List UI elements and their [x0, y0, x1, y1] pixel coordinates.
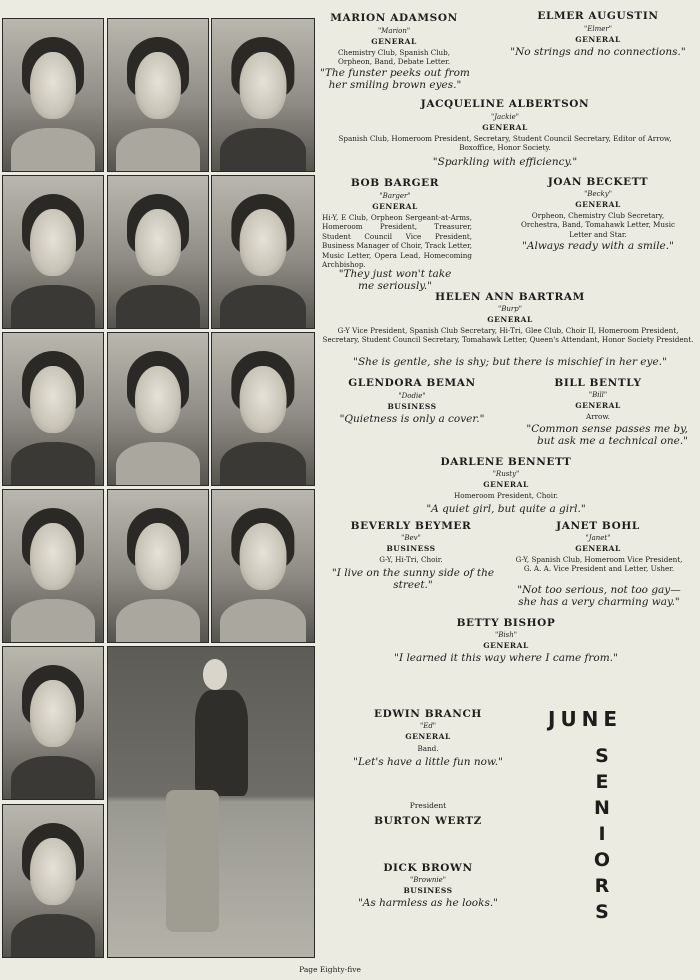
senior-name: BEVERLY BEYMER	[350, 520, 472, 532]
president-label: President	[409, 801, 447, 810]
senior-name: BOB BARGER	[350, 177, 440, 189]
portrait-darlene-bennett	[107, 332, 209, 486]
senior-nickname: "Janet"	[585, 534, 611, 542]
portrait-jacqueline-albertson	[107, 18, 209, 172]
senior-quote: "Let's have a little fun now."	[353, 756, 503, 768]
senior-course: GENERAL	[575, 544, 621, 553]
senior-quote: "Always ready with a smile."	[522, 240, 674, 252]
senior-course: GENERAL	[575, 401, 621, 410]
senior-name: HELEN ANN BARTRAM	[435, 291, 585, 303]
senior-course: GENERAL	[575, 200, 621, 209]
heading-seniors-letter: O	[593, 849, 611, 871]
senior-name: MARION ADAMSON	[330, 12, 458, 24]
senior-name: BILL BENTLY	[554, 377, 642, 389]
senior-quote: "Quietness is only a cover."	[339, 413, 485, 425]
senior-name: JOAN BECKETT	[547, 176, 649, 188]
portrait-beverly-beymer	[2, 489, 104, 643]
senior-nickname: "Ed"	[419, 722, 437, 730]
senior-activities: Hi-Y, E Club, Orpheon Sergeant-at-Arms, Homeroom President, Treasurer, Student Council Vice President, Business Manager of Choir, Track Letter, Music Letter, Opera Lead, Homecoming Archbishop.	[322, 213, 472, 270]
senior-quote: "A quiet girl, but quite a girl."	[426, 503, 586, 515]
senior-course: GENERAL	[483, 480, 529, 489]
senior-activities: Chemistry Club, Spanish Club, Orpheon, Band, Debate Letter.	[337, 48, 451, 67]
senior-course: GENERAL	[371, 37, 417, 46]
senior-activities: Homeroom President, Choir.	[454, 491, 558, 500]
portrait-betty-bishop	[211, 489, 315, 643]
senior-course: GENERAL	[482, 123, 528, 132]
senior-name: ELMER AUGUSTIN	[537, 10, 659, 22]
senior-course: BUSINESS	[386, 544, 436, 553]
photo-grid	[0, 18, 316, 958]
portrait-edwin-branch	[2, 646, 104, 800]
portrait-janet-bohl	[107, 489, 209, 643]
senior-quote: "No strings and no connections."	[510, 46, 686, 58]
senior-name: DARLENE BENNETT	[440, 456, 572, 468]
senior-course: BUSINESS	[403, 886, 453, 895]
portrait-bob-barger	[2, 175, 104, 329]
heading-seniors-letter: R	[594, 875, 610, 897]
senior-activities: G-Y Vice President, Spanish Club Secretary, Hi-Tri, Glee Club, Choir II, Homeroom President, Secretary, Student Council Secretary, Tomahawk Letter, Queen's Attendant, Honor Society President.	[322, 326, 694, 345]
senior-nickname: "Bish"	[495, 631, 517, 639]
senior-nickname: "Elmer"	[584, 25, 612, 33]
senior-name: JANET BOHL	[556, 520, 640, 532]
page-number: Page Eighty-five	[299, 965, 361, 974]
senior-nickname: "Dodie"	[398, 392, 426, 400]
senior-name: GLENDORA BEMAN	[348, 377, 476, 389]
senior-course: GENERAL	[575, 35, 621, 44]
heading-june: JUNE	[548, 707, 623, 731]
senior-activities: G-Y, Hi-Tri, Choir.	[379, 555, 443, 564]
senior-quote: "Sparkling with efficiency."	[432, 156, 578, 168]
senior-nickname: "Bev"	[401, 534, 421, 542]
senior-quote: "I live on the sunny side of the street."	[331, 567, 495, 591]
senior-quote: "Not too serious, not too gay— she has a very charming way."	[517, 584, 681, 608]
senior-quote: "Common sense passes me by, but ask me a technical one."	[526, 423, 688, 447]
senior-course: GENERAL	[372, 202, 418, 211]
photo-burton-wertz-sitting	[107, 646, 315, 958]
senior-name: JACQUELINE ALBERTSON	[420, 98, 590, 110]
senior-quote: "She is gentle, she is shy; but there is mischief in her eye."	[353, 356, 667, 368]
senior-course: GENERAL	[483, 641, 529, 650]
senior-course: GENERAL	[487, 315, 533, 324]
senior-nickname: "Jackie"	[491, 113, 519, 121]
portrait-glendora-beman	[2, 332, 104, 486]
senior-name: DICK BROWN	[383, 862, 473, 874]
heading-seniors-letter: S	[595, 901, 609, 923]
senior-quote: "They just won't take me seriously."	[338, 268, 452, 292]
senior-name: BETTY BISHOP	[456, 617, 556, 629]
portrait-marion-adamson	[2, 18, 104, 172]
senior-course: GENERAL	[405, 732, 451, 741]
senior-activities: Orpheon, Chemistry Club Secretary, Orchestra, Band, Tomahawk Letter, Music Letter and Star.	[520, 211, 676, 239]
portrait-dick-brown	[2, 804, 104, 958]
senior-course: BUSINESS	[387, 402, 437, 411]
president-name: BURTON WERTZ	[374, 815, 482, 827]
heading-seniors-letter: I	[598, 823, 606, 845]
senior-quote: "I learned it this way where I came from."	[394, 652, 618, 664]
portrait-elmer-augustin	[211, 18, 315, 172]
senior-quote: "The funster peeks out from her smiling brown eyes."	[320, 67, 470, 91]
senior-nickname: "Becky"	[584, 190, 612, 198]
senior-activities: Arrow.	[586, 412, 610, 421]
senior-nickname: "Bill"	[588, 391, 608, 399]
senior-name: EDWIN BRANCH	[374, 708, 482, 720]
senior-nickname: "Marion"	[377, 27, 411, 35]
portrait-helen-ann-bartram	[211, 175, 315, 329]
senior-activities: Band.	[417, 744, 439, 753]
senior-quote: "As harmless as he looks."	[357, 897, 499, 909]
senior-activities: G-Y, Spanish Club, Homeroom Vice President, G. A. A. Vice President and Letter, Usher.	[515, 555, 683, 574]
portrait-bill-bently	[211, 332, 315, 486]
senior-nickname: "Brownie"	[409, 876, 447, 884]
heading-seniors-letter: S	[595, 745, 609, 767]
senior-nickname: "Barger"	[379, 192, 411, 200]
senior-nickname: "Burp"	[498, 305, 522, 313]
heading-seniors-letter: N	[594, 797, 610, 819]
portrait-joan-beckett	[107, 175, 209, 329]
heading-seniors-letter: E	[595, 771, 609, 793]
senior-nickname: "Rusty"	[492, 470, 520, 478]
senior-activities: Spanish Club, Homeroom President, Secretary, Student Council Secretary, Editor of Arrow, Boxoffice, Honor Society.	[338, 134, 672, 153]
